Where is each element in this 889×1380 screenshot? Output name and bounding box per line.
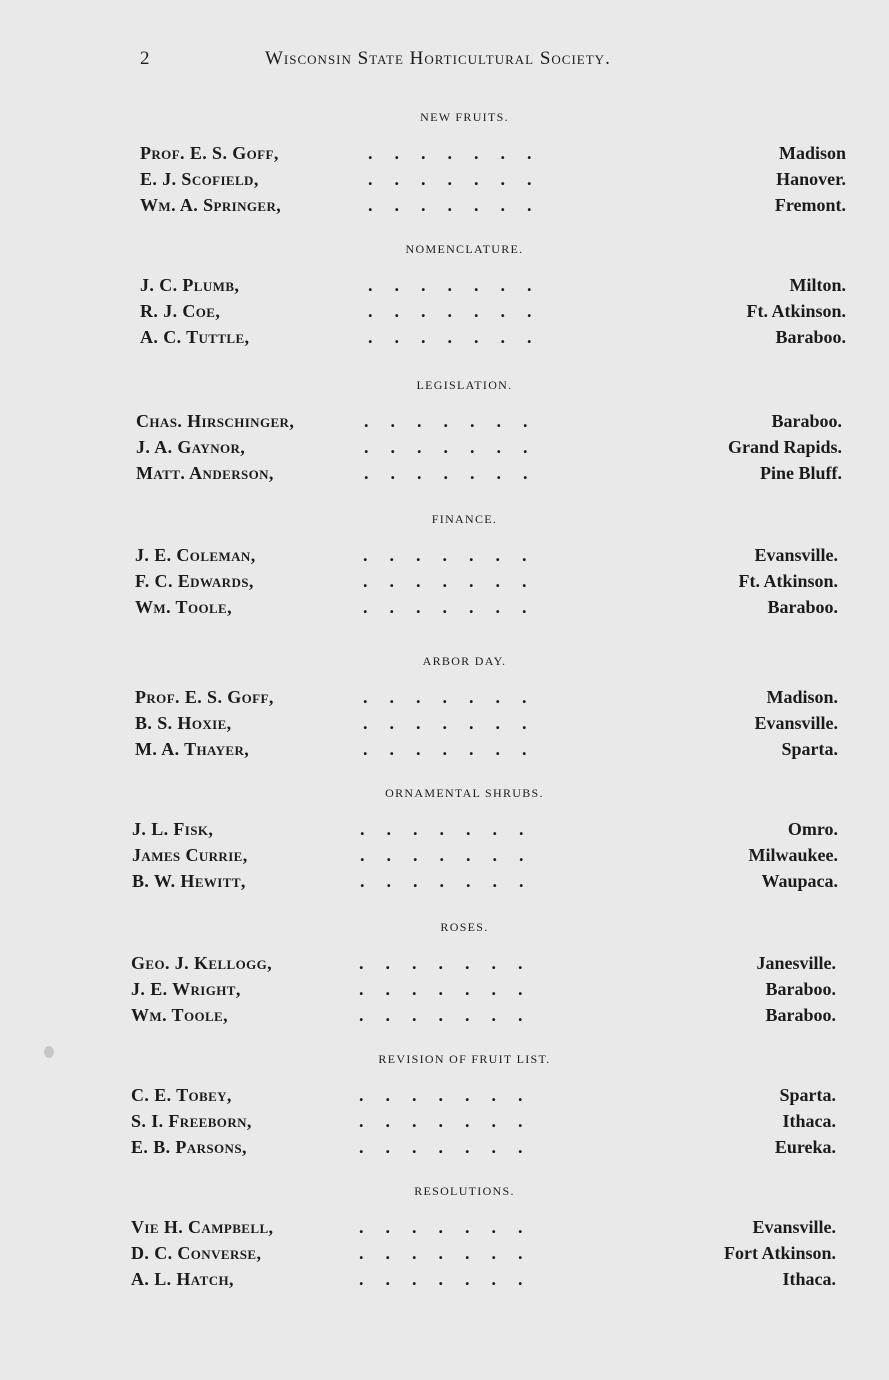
member-town: Milwaukee. [748,845,838,865]
committee-member-row [131,950,836,976]
leader-dots: ....... [363,545,549,565]
member-name: B. W. Hewitt, [132,871,246,891]
leader-dots: ....... [360,871,546,891]
member-town: Fremont. [774,195,846,215]
member-town: Baraboo. [767,597,838,617]
member-name: J. C. Plumb, [140,275,240,295]
member-town: Baraboo. [775,327,846,347]
committee-member-row [135,594,838,620]
leader-dots: ....... [359,1217,545,1237]
member-name: J. L. Fisk, [132,819,214,839]
leader-dots: ....... [364,437,550,457]
member-name: Geo. J. Kellogg, [131,953,273,973]
member-town: Grand Rapids. [727,437,842,457]
committee-member-row [140,140,846,166]
member-name: Wm. A. Springer, [140,195,282,215]
leader-dots: ....... [368,275,554,295]
leader-dots: ....... [359,953,545,973]
leader-dots: ....... [363,597,549,617]
committee-member-row [132,868,838,894]
committee-member-row [135,568,838,594]
committee-member-row [131,1108,836,1134]
committee-member-row [135,684,838,710]
leader-dots: ....... [368,169,554,189]
member-name: Prof. E. S. Goff, [140,143,279,163]
leader-dots: ....... [360,819,546,839]
leader-dots: ....... [359,1137,545,1157]
leader-dots: ....... [363,713,549,733]
member-town: Baraboo. [765,1005,836,1025]
member-town: Janesville. [756,953,836,973]
leader-dots: ....... [368,195,554,215]
committee-member-row [136,434,842,460]
committee-member-row [136,460,842,486]
member-name: James Currie, [132,845,248,865]
leader-dots: ....... [359,1005,545,1025]
member-name: Wm. Toole, [135,597,233,617]
committee-title: LEGISLATION. [416,378,513,392]
member-town: Waupaca. [761,871,838,891]
member-town: Ft. Atkinson. [746,301,846,321]
member-name: A. L. Hatch, [131,1269,234,1289]
committee-member-row [131,1266,836,1292]
committee-member-row [136,408,842,434]
member-town: Ithaca. [782,1111,836,1131]
member-town: Fort Atkinson. [723,1243,836,1263]
member-name: E. J. Scofield, [140,169,259,189]
member-name: D. C. Converse, [131,1243,262,1263]
committee-title: NOMENCLATURE. [405,242,524,256]
leader-dots: ....... [359,1269,545,1289]
committee-title: NEW FRUITS. [420,110,509,124]
member-name: S. I. Freeborn, [131,1111,252,1131]
leader-dots: ....... [359,1243,545,1263]
committee-member-row [131,1002,836,1028]
member-town: Omro. [787,819,838,839]
committee-member-row [140,166,846,192]
member-name: Prof. E. S. Goff, [135,687,274,707]
member-town: Madison [778,143,846,163]
committee-member-row [131,976,836,1002]
leader-dots: ....... [363,687,549,707]
member-town: Ft. Atkinson. [738,571,838,591]
committee-member-row [140,298,846,324]
member-town: Sparta. [781,739,838,759]
leader-dots: ....... [360,845,546,865]
leader-dots: ....... [364,411,550,431]
committee-member-row [132,842,838,868]
committee-member-row [131,1240,836,1266]
leader-dots: ....... [368,143,554,163]
member-town: Hanover. [776,169,846,189]
member-town: Baraboo. [771,411,842,431]
committee-title: RESOLUTIONS. [414,1184,515,1198]
member-name: M. A. Thayer, [135,739,250,759]
leader-dots: ....... [364,463,550,483]
member-name: C. E. Tobey, [131,1085,232,1105]
member-town: Evansville. [752,1217,836,1237]
running-head: Wisconsin State Horticultural Society. [265,48,611,69]
committee-title: ROSES. [440,920,489,934]
leader-dots: ....... [363,571,549,591]
member-name: A. C. Tuttle, [140,327,250,347]
member-name: R. J. Coe, [140,301,221,321]
member-town: Evansville. [754,713,838,733]
member-town: Ithaca. [782,1269,836,1289]
committee-member-row [132,816,838,842]
member-name: E. B. Parsons, [131,1137,247,1157]
member-town: Evansville. [754,545,838,565]
member-name: J. E. Coleman, [135,545,256,565]
member-town: Madison. [766,687,838,707]
member-town: Milton. [789,275,846,295]
member-name: B. S. Hoxie, [135,713,232,733]
committee-member-row [140,324,846,350]
committee-title: REVISION OF FRUIT LIST. [378,1052,551,1066]
member-name: Wm. Toole, [131,1005,229,1025]
member-name: J. E. Wright, [131,979,241,999]
ink-smudge [44,1046,54,1058]
member-town: Baraboo. [765,979,836,999]
committee-title: FINANCE. [431,512,498,526]
committee-member-row [131,1082,836,1108]
member-name: Chas. Hirschinger, [136,411,295,431]
page-number: 2 [140,48,150,69]
member-name: F. C. Edwards, [135,571,254,591]
member-town: Eureka. [774,1137,836,1157]
member-name: J. A. Gaynor, [136,437,246,457]
committee-member-row [140,192,846,218]
leader-dots: ....... [359,1085,545,1105]
leader-dots: ....... [359,1111,545,1131]
member-name: Vie H. Campbell, [131,1217,274,1237]
committee-title: ORNAMENTAL SHRUBS. [385,786,544,800]
leader-dots: ....... [363,739,549,759]
leader-dots: ....... [368,327,554,347]
committee-member-row [131,1214,836,1240]
committee-member-row [135,710,838,736]
leader-dots: ....... [368,301,554,321]
committee-member-row [135,542,838,568]
member-town: Pine Bluff. [759,463,842,483]
leader-dots: ....... [359,979,545,999]
member-town: Sparta. [779,1085,836,1105]
member-name: Matt. Anderson, [136,463,274,483]
committee-member-row [131,1134,836,1160]
committee-member-row [140,272,846,298]
committee-title: ARBOR DAY. [422,654,507,668]
committee-member-row [135,736,838,762]
